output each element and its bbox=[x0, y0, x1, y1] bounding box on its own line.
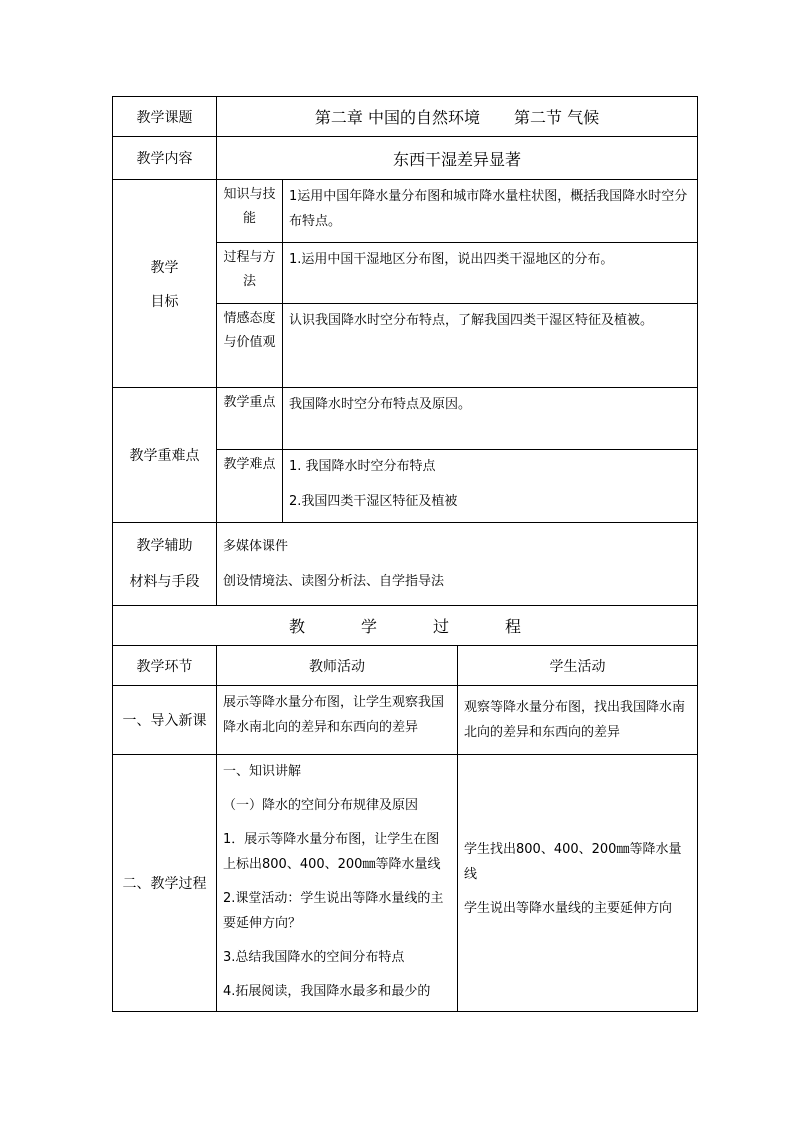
teacher-intro: 展示等降水量分布图，让学生观察我国降水南北向的差异和东西向的差异 bbox=[217, 686, 458, 755]
teacher-process-line: 1．展示等降水量分布图，让学生在图上标出800、400、200㎜等降水量线 bbox=[223, 832, 441, 872]
column-header-stage: 教学环节 bbox=[113, 646, 217, 686]
process-title-char: 学 bbox=[360, 617, 377, 636]
aids-line1: 多媒体课件 bbox=[223, 539, 289, 554]
teacher-process-line: 一、知识讲解 bbox=[223, 764, 302, 779]
goal-text-emotion: 认识我国降水时空分布特点，了解我国四类干湿区特征及植被。 bbox=[283, 304, 698, 388]
aids-content bbox=[217, 523, 698, 606]
aids-line2: 创设情境法、读图分析法、自学指导法 bbox=[223, 574, 445, 589]
student-process-line: 学生说出等降水量线的主要延伸方向 bbox=[464, 901, 673, 916]
student-process-line: 学生找出800、400、200㎜等降水量线 bbox=[464, 842, 682, 882]
goal-sub-emotion: 情感态度与价值观 bbox=[217, 304, 283, 388]
process-title bbox=[113, 606, 698, 646]
goal-sub-process: 过程与方法 bbox=[217, 243, 283, 304]
content-value: 东西干湿差异显著 bbox=[217, 137, 698, 180]
goal-sub-knowledge: 知识与技能 bbox=[217, 180, 283, 243]
keypoint-sub-focus: 教学重点 bbox=[217, 388, 283, 450]
student-process bbox=[458, 755, 698, 1012]
teacher-process-line: （一）降水的空间分布规律及原因 bbox=[223, 798, 419, 813]
keypoint-difficulty-line1: 1. 我国降水时空分布特点 bbox=[289, 459, 436, 474]
process-title-char: 过 bbox=[433, 617, 450, 636]
lesson-plan-table bbox=[112, 96, 698, 1012]
goal-text-process: 1.运用中国干湿地区分布图，说出四类干湿地区的分布。 bbox=[283, 243, 698, 304]
teacher-process-line: 4.拓展阅读，我国降水最多和最少的 bbox=[223, 984, 431, 999]
column-header-student: 学生活动 bbox=[458, 646, 698, 686]
goals-label bbox=[113, 180, 217, 388]
keypoint-text-focus bbox=[283, 388, 698, 450]
keypoint-text-difficulty bbox=[283, 450, 698, 523]
keypoint-focus-line: 我国降水时空分布特点及原因。 bbox=[289, 397, 472, 412]
process-title-char: 教 bbox=[288, 617, 305, 636]
process-title-char: 程 bbox=[505, 617, 522, 636]
topic-label: 教学课题 bbox=[113, 97, 217, 137]
teacher-process bbox=[217, 755, 458, 1012]
aids-label-line2: 材料与手段 bbox=[129, 574, 200, 590]
keypoint-difficulty-line2: 2.我国四类干湿区特征及植被 bbox=[289, 494, 458, 509]
aids-label-line1: 教学辅助 bbox=[136, 538, 193, 554]
student-intro: 观察等降水量分布图，找出我国降水南北向的差异和东西向的差异 bbox=[458, 686, 698, 755]
column-header-teacher: 教师活动 bbox=[217, 646, 458, 686]
stage-process: 二、教学过程 bbox=[113, 755, 217, 1012]
teacher-process-line: 2.课堂活动：学生说出等降水量线的主要延伸方向？ bbox=[223, 891, 444, 931]
topic-section: 第二节 气候 bbox=[514, 108, 600, 127]
goals-label-line1: 教学 bbox=[150, 259, 179, 276]
goal-text-knowledge: 1运用中国年降水量分布图和城市降水量柱状图，概括我国降水时空分布特点。 bbox=[283, 180, 698, 243]
content-label: 教学内容 bbox=[113, 137, 217, 180]
goals-label-line2: 目标 bbox=[150, 293, 179, 310]
keypoint-sub-difficulty: 教学难点 bbox=[217, 450, 283, 523]
keypoints-label: 教学重难点 bbox=[113, 388, 217, 523]
aids-label bbox=[113, 523, 217, 606]
teacher-process-line: 3.总结我国降水的空间分布特点 bbox=[223, 950, 405, 965]
topic-value bbox=[217, 97, 698, 137]
topic-chapter: 第二章 中国的自然环境 bbox=[314, 108, 480, 127]
stage-intro: 一、导入新课 bbox=[113, 686, 217, 755]
